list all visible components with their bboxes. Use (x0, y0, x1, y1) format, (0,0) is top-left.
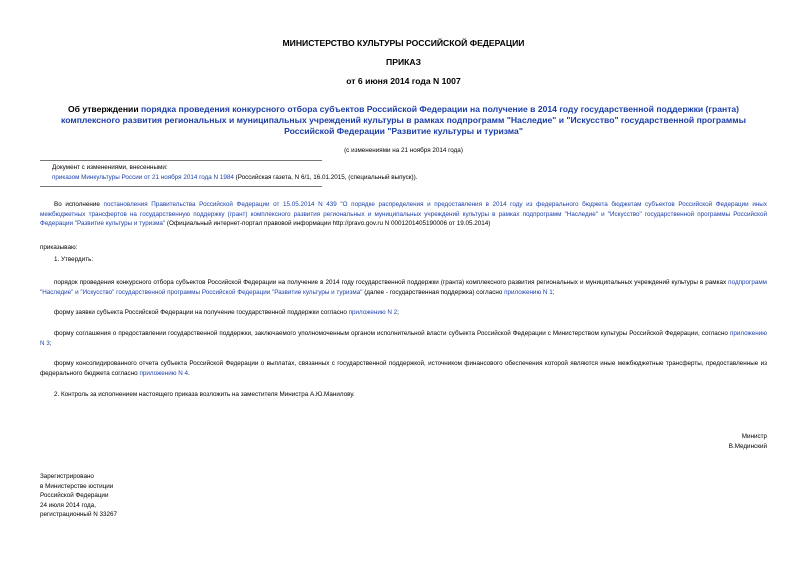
amendments-tail: (Российская газета, N 6/1, 16.01.2015, (специальный выпуск)). (233, 174, 418, 181)
signature-position: Министр (741, 433, 767, 440)
p2-text-1: форму заявки субъекта Российской Федерации на получение государственной поддержки согласно (54, 309, 349, 316)
registration-line: Зарегистрировано (40, 473, 94, 480)
amendments-bottom-rule (40, 186, 322, 187)
p4-text-2: . (188, 369, 190, 377)
p1-link-subprograms[interactable]: подпрограмм "Наследие" и "Искусство" государственной программы Российской Федерации "Развитие культуры и туризма" (40, 279, 767, 296)
paragraph-report-form (40, 359, 767, 378)
registration-line: регистрационный N 33267 (40, 511, 118, 519)
p1-link-appendix-1[interactable]: приложению N 1 (504, 288, 553, 296)
ministry-heading: МИНИСТЕРСТВО КУЛЬТУРЫ РОССИЙСКОЙ ФЕДЕРАЦИИ (282, 38, 525, 48)
document-title (40, 104, 767, 137)
amendments-top-rule (40, 160, 322, 161)
amendments-label: Документ с изменениями, внесенными: (52, 164, 168, 171)
amendment-note: (с изменениями на 21 ноября 2014 года) (344, 147, 463, 154)
amendments-link[interactable]: приказом Минкультуры России от 21 ноября 2014 года N 1984 (52, 174, 234, 181)
p2-text-2: ; (397, 309, 399, 316)
registration-line: 24 июля 2014 года, (40, 501, 96, 509)
preamble-link[interactable]: постановления Правительства Российской Федерации от 15.05.2014 N 439 "О порядке распределения и предоставления в 2014 году из федерального бюджета бюджетам субъектов Российской Федерации иных межбюджетных трансфертов на государственную поддержку (грант) комплексного развития региональных и муниципальных учреждений культуры в рамках подпрограмм "Наследие" и "Искусство" государственной программы Российской Федерации "Развитие культуры и туризма" (40, 201, 767, 228)
signature-name: В.Мединский (728, 443, 767, 450)
p3-text-1: форму соглашения о предоставлении государственной поддержки, заключаемого уполномоченным органом исполнительной власти субъекта Российской Федерации с Министерством культуры Российской Федерации, согласно (54, 330, 730, 337)
preamble-text-1: Во исполнение (54, 201, 104, 208)
date-number-heading: от 6 июня 2014 года N 1007 (346, 76, 461, 86)
p3-link-appendix-3[interactable]: приложению N 3 (40, 330, 767, 347)
order-word: приказываю: (40, 244, 78, 251)
item-1: 1. Утвердить: (54, 256, 94, 263)
doc-type-heading: ПРИКАЗ (386, 57, 421, 67)
amendments-source (52, 173, 767, 183)
paragraph-application-form (40, 308, 767, 318)
p2-link-appendix-2[interactable]: приложению N 2 (348, 309, 398, 316)
p4-text-1: форму консолидированного отчета субъекта Российской Федерации о выплатах, связанных с государственной поддержкой, источником финансового обеспечения которой являются иные межбюджетные трансферты, предоставленные из федерального бюджета согласно (40, 360, 767, 377)
title-link[interactable]: порядка проведения конкурсного отбора субъектов Российской Федерации на получение в 2014 году государственной поддержки (гранта) комплексного развития региональных и муниципальных учреждений культуры в рамках подпрограмм "Наследие" и "Искусство" государственной программы Российской Федерации "Развитие культуры и туризма" (61, 104, 746, 136)
p4-link-appendix-4[interactable]: приложению N 4 (139, 369, 189, 377)
registration-block (40, 472, 340, 520)
p1-text-2: (далее - государственная поддержка) согласно (362, 288, 505, 296)
registration-line: Российской Федерации (40, 492, 109, 500)
p3-text-2: ; (49, 339, 52, 347)
paragraph-agreement-form (40, 329, 767, 348)
p1-text-3: ; (552, 288, 555, 296)
p1-text-1: порядок проведения конкурсного отбора субъектов Российской Федерации на получение в 2014 году государственной поддержки (гранта) комплексного развития региональных и муниципальных учреждений культуры в рамках (54, 279, 729, 286)
paragraph-procedure (40, 278, 767, 297)
preamble-text-2: (Официальный интернет-портал правовой информации http://pravo.gov.ru N 0001201405190006 от 19.05.2014) (165, 220, 491, 228)
item-2: 2. Контроль за исполнением настоящего приказа возложить на заместителя Министра А.Ю.Манилову. (54, 391, 355, 398)
title-prefix: Об утверждении (67, 104, 141, 114)
preamble-paragraph (40, 200, 767, 229)
registration-line: в Министерстве юстиции (40, 482, 114, 490)
